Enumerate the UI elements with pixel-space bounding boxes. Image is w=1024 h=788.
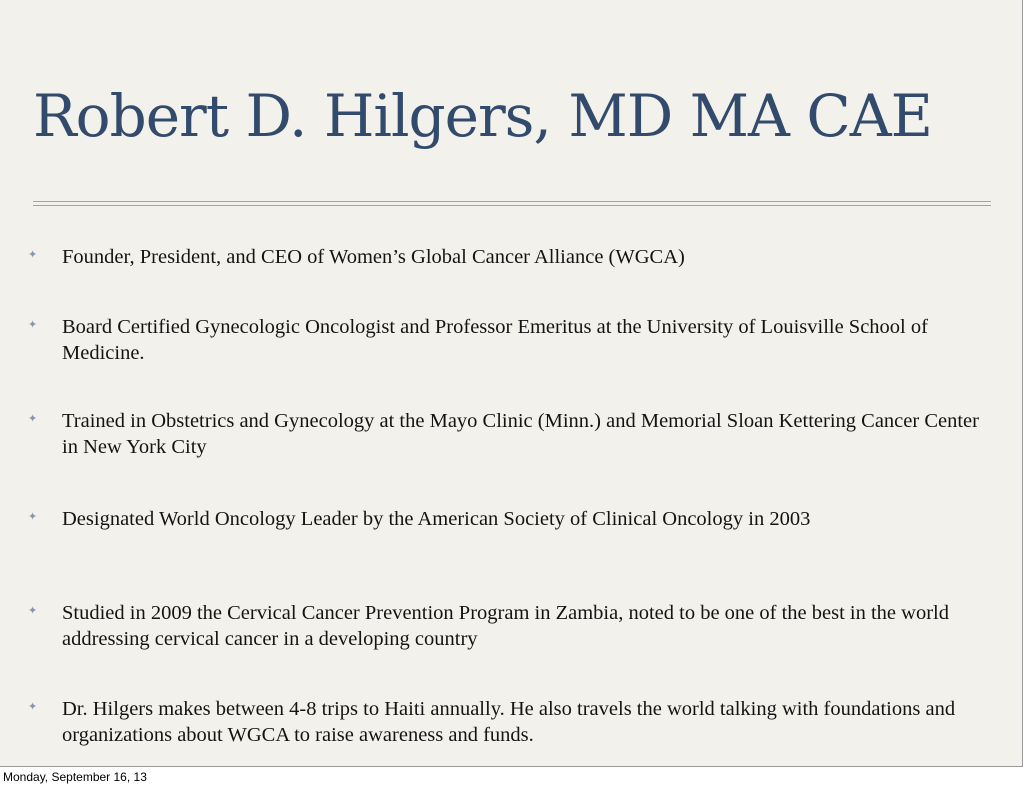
bullet-text: Board Certified Gynecologic Oncologist and Professor Emeritus at the University of Louisville School of Medicine.	[62, 316, 928, 364]
slide-title: Robert D. Hilgers, MD MA CAE	[33, 82, 932, 150]
bullet-text: Dr. Hilgers makes between 4-8 trips to Haiti annually. He also travels the world talking with foundations and organizations about WGCA to raise awareness and funds.	[62, 698, 956, 746]
four-point-star-icon: ✦	[28, 604, 38, 617]
four-point-star-icon: ✦	[28, 700, 38, 713]
title-divider-line	[33, 201, 991, 202]
title-divider-line	[33, 205, 991, 206]
bullet-text: Studied in 2009 the Cervical Cancer Prevention Program in Zambia, noted to be one of the best in the world addressing cervical cancer in a developing country	[62, 602, 949, 650]
four-point-star-icon: ✦	[28, 412, 38, 425]
footer-date: Monday, September 16, 13	[3, 770, 147, 784]
four-point-star-icon: ✦	[28, 248, 38, 261]
bullet-text: Trained in Obstetrics and Gynecology at the Mayo Clinic (Minn.) and Memorial Sloan Kettering Cancer Center in New York City	[62, 410, 979, 458]
four-point-star-icon: ✦	[28, 510, 38, 523]
four-point-star-icon: ✦	[28, 318, 38, 331]
bullet-text: Founder, President, and CEO of Women’s Global Cancer Alliance (WGCA)	[62, 246, 685, 268]
bullet-text: Designated World Oncology Leader by the American Society of Clinical Oncology in 2003	[62, 508, 811, 530]
